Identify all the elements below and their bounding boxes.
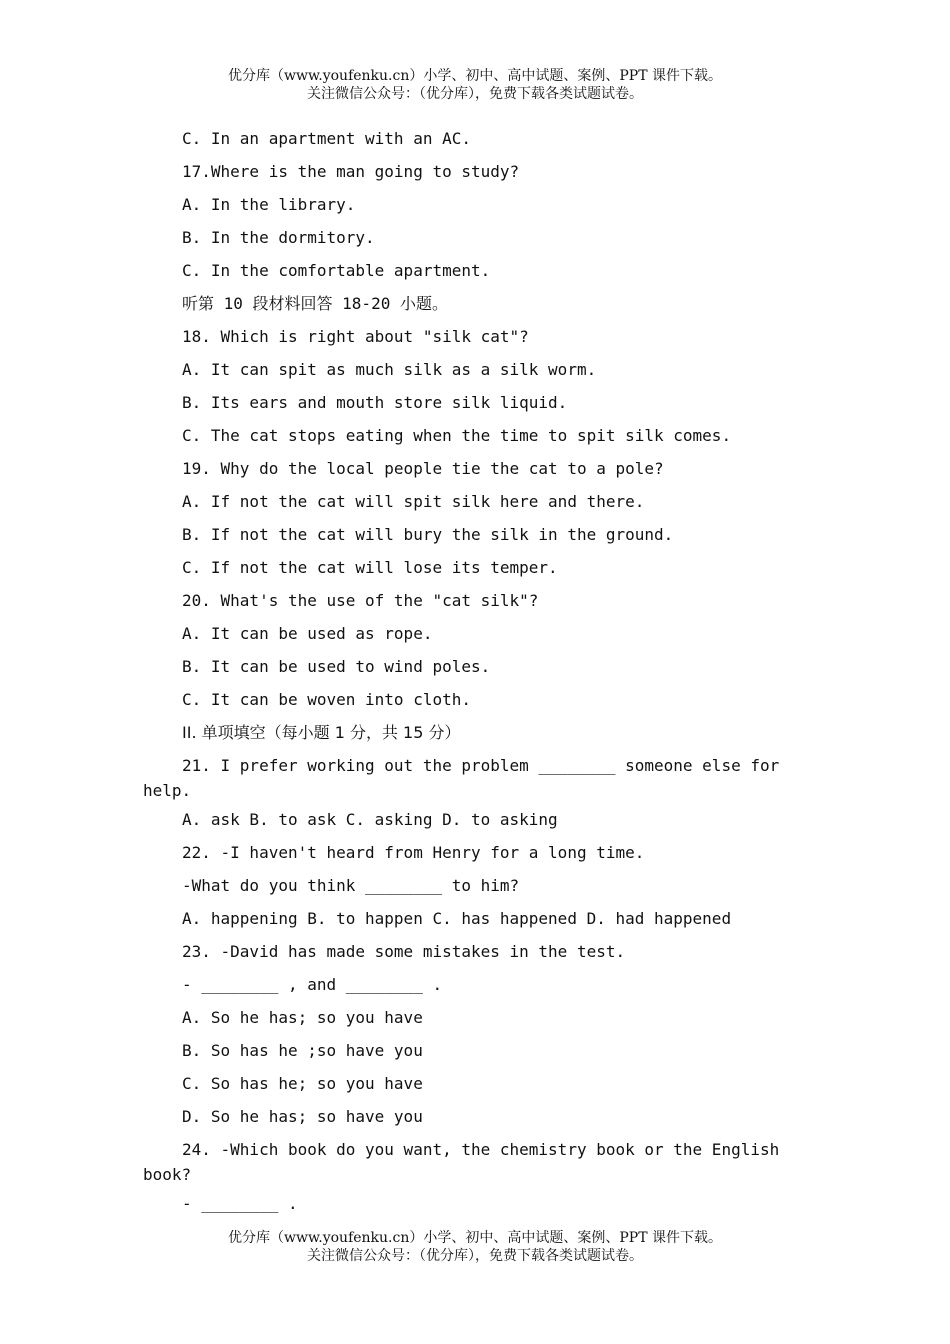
footer-line-2: 关注微信公众号：（优分库），免费下载各类试题试卷。 bbox=[307, 1248, 643, 1264]
q21-options: A. ask B. to ask C. asking D. to asking bbox=[182, 810, 558, 829]
header-line-1: 优分库（www.youfenku.cn）小学、初中、高中试题、案例、PPT 课件下载。 bbox=[227, 68, 722, 84]
q23-question: 23. -David has made some mistakes in the test. bbox=[182, 942, 626, 961]
q19-option-a: A. If not the cat will spit silk here and there. bbox=[182, 492, 645, 511]
q16-option-c: C. In an apartment with an AC. bbox=[182, 129, 471, 148]
q22-question: 22. -I haven't heard from Henry for a long time. bbox=[182, 843, 645, 862]
q22-dialogue: -What do you think ________ to him? bbox=[182, 876, 520, 895]
q19-question: 19. Why do the local people tie the cat to a pole? bbox=[182, 459, 664, 478]
page-footer bbox=[0, 1229, 950, 1265]
q24-question bbox=[0, 1137, 950, 1162]
q21-question-cont: help. bbox=[143, 781, 192, 800]
q19-option-c: C. If not the cat will lose its temper. bbox=[182, 558, 558, 577]
q24-dialogue: - ________ . bbox=[182, 1194, 298, 1213]
q21-question bbox=[0, 753, 950, 778]
q24-question-cont: book? bbox=[143, 1165, 192, 1184]
q22-options: A. happening B. to happen C. has happened D. had happened bbox=[182, 909, 732, 928]
q20-option-a: A. It can be used as rope. bbox=[182, 624, 433, 643]
q17-question: 17.Where is the man going to study? bbox=[182, 162, 520, 181]
q21-question-text: 21. I prefer working out the problem ________ someone else for bbox=[182, 756, 780, 775]
q23-option-b: B. So has he ;so have you bbox=[182, 1041, 423, 1060]
q17-option-c: C. In the comfortable apartment. bbox=[182, 261, 491, 280]
q23-option-d: D. So he has; so have you bbox=[182, 1107, 423, 1126]
exam-content bbox=[0, 122, 950, 1220]
page-header bbox=[0, 67, 950, 103]
q18-option-b: B. Its ears and mouth store silk liquid. bbox=[182, 393, 568, 412]
q23-dialogue: - ________ , and ________ . bbox=[182, 975, 443, 994]
q23-option-c: C. So has he; so you have bbox=[182, 1074, 423, 1093]
q20-question: 20. What's the use of the "cat silk"? bbox=[182, 591, 539, 610]
q18-option-c: C. The cat stops eating when the time to spit silk comes. bbox=[182, 426, 732, 445]
q17-option-b: B. In the dormitory. bbox=[182, 228, 375, 247]
q20-option-b: B. It can be used to wind poles. bbox=[182, 657, 491, 676]
footer-line-1: 优分库（www.youfenku.cn）小学、初中、高中试题、案例、PPT 课件下载。 bbox=[227, 1230, 722, 1246]
q24-question-text: 24. -Which book do you want, the chemistry book or the English bbox=[182, 1140, 780, 1159]
q18-question: 18. Which is right about "silk cat"? bbox=[182, 327, 529, 346]
q19-option-b: B. If not the cat will bury the silk in the ground. bbox=[182, 525, 674, 544]
header-line-2: 关注微信公众号：（优分库），免费下载各类试题试卷。 bbox=[307, 86, 643, 102]
q23-option-a: A. So he has; so you have bbox=[182, 1008, 423, 1027]
q18-option-a: A. It can spit as much silk as a silk worm. bbox=[182, 360, 597, 379]
q20-option-c: C. It can be woven into cloth. bbox=[182, 690, 471, 709]
section-heading: II. 单项填空（每小题 1 分，共 15 分） bbox=[182, 723, 461, 742]
q17-option-a: A. In the library. bbox=[182, 195, 356, 214]
listening-instruction: 听第 10 段材料回答 18-20 小题。 bbox=[182, 294, 448, 313]
